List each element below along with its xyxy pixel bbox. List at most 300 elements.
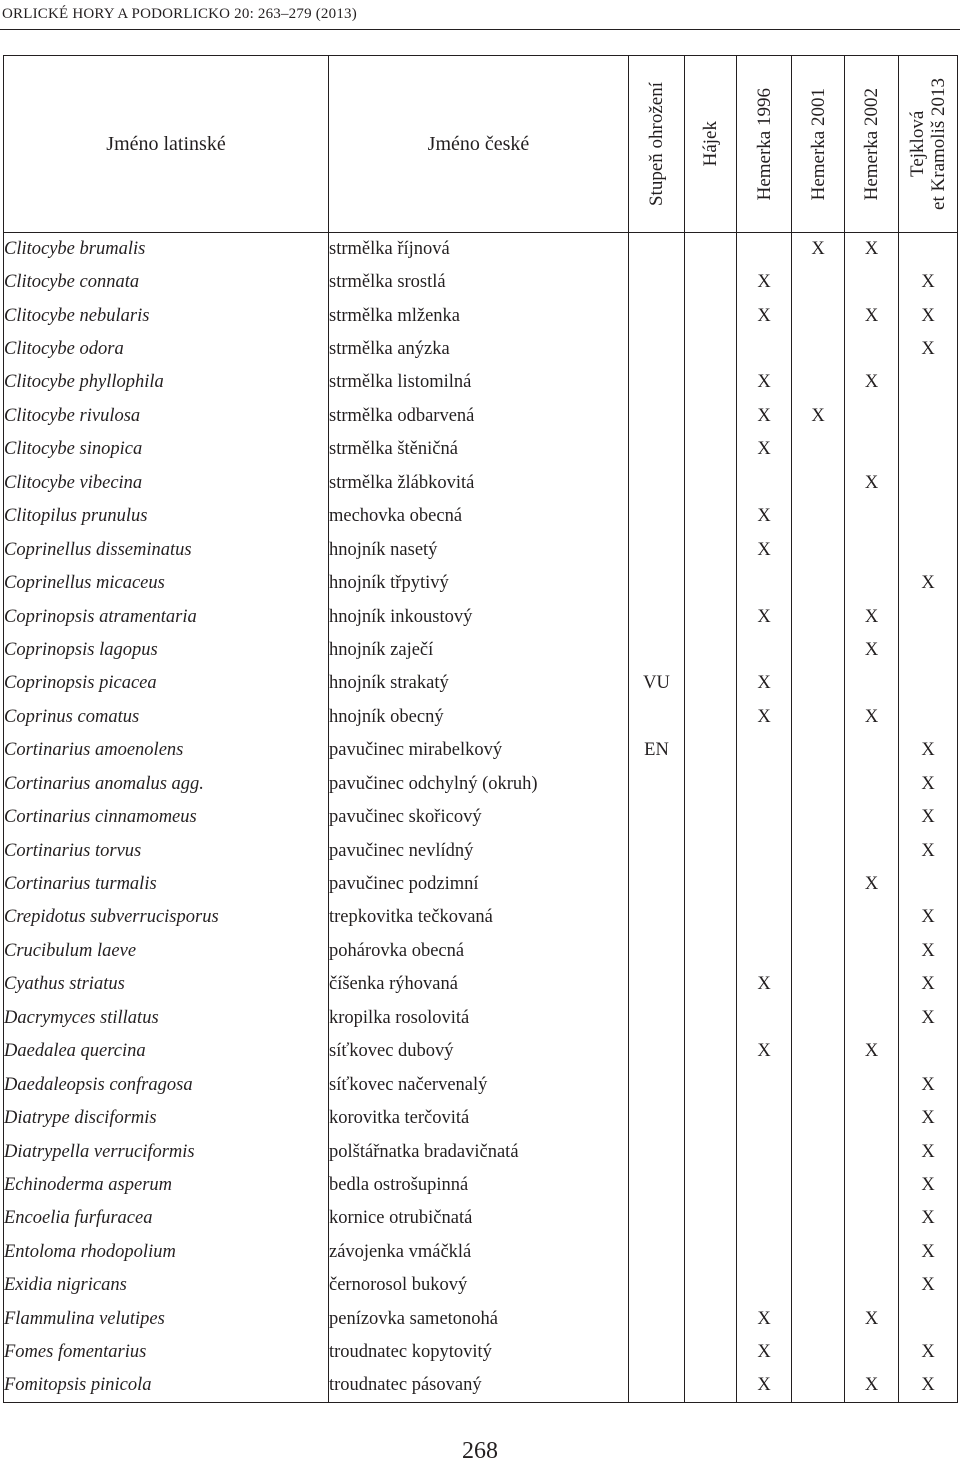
cell-hajek xyxy=(685,901,737,934)
cell-hemerka-2002 xyxy=(845,333,899,366)
cell-hemerka-2002 xyxy=(845,968,899,1001)
table-row xyxy=(4,901,958,934)
cell-hemerka-1996 xyxy=(737,1169,792,1202)
running-head-text: ORLICKÉ HORY A PODORLICKO 20: 263–279 (2013) xyxy=(2,6,357,22)
cell-hemerka-2002 xyxy=(845,500,899,533)
cell-hajek xyxy=(685,533,737,566)
cell-hemerka-1996 xyxy=(737,734,792,767)
table-row xyxy=(4,634,958,667)
cell-hemerka-1996 xyxy=(737,768,792,801)
cell-hajek xyxy=(685,667,737,700)
cell-czech-name: číšenka rýhovaná xyxy=(329,968,629,1001)
table-row xyxy=(4,834,958,867)
cell-hemerka-2001 xyxy=(792,968,845,1001)
cell-hemerka-2002 xyxy=(845,768,899,801)
cell-hemerka-2001 xyxy=(792,1303,845,1336)
cell-threat-level xyxy=(629,834,685,867)
cell-threat-level xyxy=(629,1269,685,1302)
cell-threat-level xyxy=(629,266,685,299)
cell-czech-name: síťkovec dubový xyxy=(329,1035,629,1068)
cell-hemerka-2002: X xyxy=(845,1369,899,1402)
cell-czech-name: černorosol bukový xyxy=(329,1269,629,1302)
cell-tejklova-kramolis-2013: X xyxy=(899,1002,958,1035)
cell-hemerka-2002 xyxy=(845,266,899,299)
header-latin-name: Jméno latinské xyxy=(4,56,329,233)
cell-czech-name: hnojník obecný xyxy=(329,701,629,734)
cell-hemerka-2001 xyxy=(792,667,845,700)
cell-hajek xyxy=(685,1002,737,1035)
cell-hajek xyxy=(685,1336,737,1369)
cell-latin-name: Cyathus striatus xyxy=(4,968,329,1001)
header-tejklova-line2: et Kramoliš 2013 xyxy=(928,78,949,210)
cell-hemerka-2001: X xyxy=(792,400,845,433)
cell-hemerka-1996: X xyxy=(737,266,792,299)
cell-hemerka-2001 xyxy=(792,333,845,366)
cell-hemerka-2002 xyxy=(845,667,899,700)
cell-hemerka-1996 xyxy=(737,1236,792,1269)
cell-hemerka-2002 xyxy=(845,935,899,968)
cell-tejklova-kramolis-2013: X xyxy=(899,1135,958,1168)
cell-hemerka-2001 xyxy=(792,533,845,566)
cell-hemerka-2001 xyxy=(792,1035,845,1068)
cell-latin-name: Clitocybe sinopica xyxy=(4,433,329,466)
cell-threat-level xyxy=(629,400,685,433)
table-row xyxy=(4,366,958,399)
cell-latin-name: Cortinarius cinnamomeus xyxy=(4,801,329,834)
cell-latin-name: Cortinarius anomalus agg. xyxy=(4,768,329,801)
cell-hemerka-1996 xyxy=(737,935,792,968)
cell-threat-level xyxy=(629,1002,685,1035)
cell-threat-level xyxy=(629,500,685,533)
cell-latin-name: Clitocybe connata xyxy=(4,266,329,299)
cell-hemerka-2002 xyxy=(845,400,899,433)
cell-hajek xyxy=(685,935,737,968)
cell-hajek xyxy=(685,1102,737,1135)
cell-hemerka-1996 xyxy=(737,834,792,867)
cell-hajek xyxy=(685,467,737,500)
cell-hemerka-1996: X xyxy=(737,500,792,533)
cell-latin-name: Cortinarius torvus xyxy=(4,834,329,867)
cell-tejklova-kramolis-2013 xyxy=(899,233,958,266)
cell-czech-name: pavučinec nevlídný xyxy=(329,834,629,867)
cell-hajek xyxy=(685,567,737,600)
table-row xyxy=(4,801,958,834)
cell-threat-level xyxy=(629,1236,685,1269)
cell-hemerka-2002: X xyxy=(845,299,899,332)
table-row xyxy=(4,1269,958,1302)
cell-hemerka-2002: X xyxy=(845,701,899,734)
cell-hemerka-2001 xyxy=(792,1236,845,1269)
cell-latin-name: Exidia nigricans xyxy=(4,1269,329,1302)
cell-hajek xyxy=(685,801,737,834)
cell-tejklova-kramolis-2013: X xyxy=(899,968,958,1001)
cell-tejklova-kramolis-2013: X xyxy=(899,1236,958,1269)
cell-hemerka-2002: X xyxy=(845,634,899,667)
cell-tejklova-kramolis-2013 xyxy=(899,868,958,901)
cell-threat-level xyxy=(629,1135,685,1168)
cell-tejklova-kramolis-2013 xyxy=(899,500,958,533)
cell-threat-level xyxy=(629,1068,685,1101)
cell-latin-name: Coprinellus micaceus xyxy=(4,567,329,600)
cell-hajek xyxy=(685,433,737,466)
table-row xyxy=(4,667,958,700)
cell-hajek xyxy=(685,1169,737,1202)
cell-tejklova-kramolis-2013: X xyxy=(899,299,958,332)
cell-hemerka-2001: X xyxy=(792,233,845,266)
cell-czech-name: trepkovitka tečkovaná xyxy=(329,901,629,934)
cell-hemerka-2001 xyxy=(792,734,845,767)
cell-hemerka-1996 xyxy=(737,1102,792,1135)
header-hemerka-2002-text: Hemerka 2002 xyxy=(861,87,882,201)
cell-threat-level xyxy=(629,366,685,399)
cell-tejklova-kramolis-2013 xyxy=(899,433,958,466)
table-row xyxy=(4,299,958,332)
cell-tejklova-kramolis-2013: X xyxy=(899,1269,958,1302)
cell-hajek xyxy=(685,734,737,767)
cell-hemerka-2001 xyxy=(792,1102,845,1135)
cell-hemerka-2002 xyxy=(845,734,899,767)
table-row xyxy=(4,266,958,299)
cell-threat-level xyxy=(629,1369,685,1402)
cell-latin-name: Clitopilus prunulus xyxy=(4,500,329,533)
table-row xyxy=(4,1336,958,1369)
cell-latin-name: Coprinopsis picacea xyxy=(4,667,329,700)
cell-hemerka-1996 xyxy=(737,1202,792,1235)
cell-latin-name: Clitocybe brumalis xyxy=(4,233,329,266)
cell-hajek xyxy=(685,1303,737,1336)
table-row xyxy=(4,1035,958,1068)
cell-czech-name: mechovka obecná xyxy=(329,500,629,533)
cell-czech-name: strmělka štěničná xyxy=(329,433,629,466)
cell-hajek xyxy=(685,299,737,332)
cell-latin-name: Fomes fomentarius xyxy=(4,1336,329,1369)
cell-czech-name: strmělka žlábkovitá xyxy=(329,467,629,500)
cell-hemerka-2001 xyxy=(792,600,845,633)
cell-latin-name: Crepidotus subverrucisporus xyxy=(4,901,329,934)
cell-hemerka-1996 xyxy=(737,901,792,934)
cell-tejklova-kramolis-2013 xyxy=(899,467,958,500)
cell-hemerka-2001 xyxy=(792,1336,845,1369)
cell-tejklova-kramolis-2013: X xyxy=(899,1169,958,1202)
cell-tejklova-kramolis-2013 xyxy=(899,366,958,399)
table-row xyxy=(4,500,958,533)
cell-threat-level xyxy=(629,701,685,734)
cell-hemerka-2002 xyxy=(845,834,899,867)
cell-hajek xyxy=(685,834,737,867)
cell-threat-level xyxy=(629,600,685,633)
cell-hemerka-2002: X xyxy=(845,600,899,633)
running-head xyxy=(0,0,960,30)
cell-threat-level xyxy=(629,1102,685,1135)
cell-hemerka-2002 xyxy=(845,1135,899,1168)
cell-czech-name: polštářnatka bradavičnatá xyxy=(329,1135,629,1168)
cell-hemerka-1996: X xyxy=(737,433,792,466)
cell-latin-name: Coprinopsis lagopus xyxy=(4,634,329,667)
cell-hemerka-2001 xyxy=(792,701,845,734)
cell-threat-level xyxy=(629,533,685,566)
cell-czech-name: troudnatec pásovaný xyxy=(329,1369,629,1402)
cell-hemerka-2001 xyxy=(792,868,845,901)
cell-threat-level xyxy=(629,1202,685,1235)
cell-latin-name: Coprinus comatus xyxy=(4,701,329,734)
cell-tejklova-kramolis-2013: X xyxy=(899,333,958,366)
cell-hajek xyxy=(685,600,737,633)
cell-tejklova-kramolis-2013: X xyxy=(899,1369,958,1402)
cell-hemerka-1996: X xyxy=(737,701,792,734)
cell-tejklova-kramolis-2013 xyxy=(899,1303,958,1336)
cell-czech-name: strmělka listomilná xyxy=(329,366,629,399)
cell-hemerka-1996: X xyxy=(737,1035,792,1068)
table-row xyxy=(4,600,958,633)
cell-tejklova-kramolis-2013 xyxy=(899,400,958,433)
cell-latin-name: Clitocybe vibecina xyxy=(4,467,329,500)
cell-czech-name: síťkovec načervenalý xyxy=(329,1068,629,1101)
cell-latin-name: Clitocybe phyllophila xyxy=(4,366,329,399)
cell-latin-name: Diatrype disciformis xyxy=(4,1102,329,1135)
cell-hemerka-2002: X xyxy=(845,233,899,266)
cell-hemerka-1996 xyxy=(737,233,792,266)
cell-hemerka-2002 xyxy=(845,1102,899,1135)
cell-hemerka-2001 xyxy=(792,1135,845,1168)
cell-tejklova-kramolis-2013: X xyxy=(899,901,958,934)
cell-hajek xyxy=(685,768,737,801)
cell-hemerka-1996 xyxy=(737,1068,792,1101)
cell-hemerka-1996 xyxy=(737,1135,792,1168)
cell-latin-name: Clitocybe rivulosa xyxy=(4,400,329,433)
cell-hajek xyxy=(685,366,737,399)
cell-hemerka-1996 xyxy=(737,567,792,600)
cell-hajek xyxy=(685,1369,737,1402)
cell-hemerka-1996 xyxy=(737,1269,792,1302)
cell-hemerka-2002: X xyxy=(845,868,899,901)
table-row xyxy=(4,533,958,566)
cell-latin-name: Coprinopsis atramentaria xyxy=(4,600,329,633)
table-row xyxy=(4,1303,958,1336)
cell-czech-name: hnojník zaječí xyxy=(329,634,629,667)
cell-tejklova-kramolis-2013: X xyxy=(899,801,958,834)
cell-threat-level xyxy=(629,1035,685,1068)
cell-hajek xyxy=(685,1202,737,1235)
cell-hemerka-2001 xyxy=(792,500,845,533)
cell-threat-level xyxy=(629,567,685,600)
cell-hemerka-1996: X xyxy=(737,299,792,332)
cell-hemerka-2002 xyxy=(845,533,899,566)
cell-tejklova-kramolis-2013 xyxy=(899,600,958,633)
cell-czech-name: pavučinec skořicový xyxy=(329,801,629,834)
cell-hemerka-1996 xyxy=(737,333,792,366)
cell-czech-name: závojenka vmáčklá xyxy=(329,1236,629,1269)
cell-hajek xyxy=(685,333,737,366)
table-row xyxy=(4,968,958,1001)
cell-tejklova-kramolis-2013: X xyxy=(899,266,958,299)
cell-threat-level xyxy=(629,634,685,667)
cell-hemerka-1996: X xyxy=(737,1369,792,1402)
cell-hemerka-2001 xyxy=(792,467,845,500)
cell-czech-name: pavučinec mirabelkový xyxy=(329,734,629,767)
table-row xyxy=(4,400,958,433)
cell-hajek xyxy=(685,400,737,433)
cell-threat-level xyxy=(629,233,685,266)
cell-hajek xyxy=(685,233,737,266)
cell-threat-level xyxy=(629,333,685,366)
cell-threat-level xyxy=(629,1169,685,1202)
cell-hajek xyxy=(685,1035,737,1068)
cell-latin-name: Clitocybe nebularis xyxy=(4,299,329,332)
cell-tejklova-kramolis-2013: X xyxy=(899,1202,958,1235)
cell-hemerka-2001 xyxy=(792,834,845,867)
header-threat-level xyxy=(629,56,685,233)
header-hemerka-1996 xyxy=(737,56,792,233)
cell-tejklova-kramolis-2013: X xyxy=(899,567,958,600)
cell-tejklova-kramolis-2013 xyxy=(899,667,958,700)
cell-hemerka-2002 xyxy=(845,1269,899,1302)
cell-latin-name: Dacrymyces stillatus xyxy=(4,1002,329,1035)
cell-hemerka-1996: X xyxy=(737,1303,792,1336)
cell-czech-name: strmělka anýzka xyxy=(329,333,629,366)
cell-hemerka-2002: X xyxy=(845,467,899,500)
cell-czech-name: kornice otrubičnatá xyxy=(329,1202,629,1235)
cell-czech-name: pohárovka obecná xyxy=(329,935,629,968)
table-row xyxy=(4,1068,958,1101)
cell-tejklova-kramolis-2013: X xyxy=(899,768,958,801)
cell-hemerka-2002 xyxy=(845,1202,899,1235)
header-tejklova-kramolis-2013-text xyxy=(907,78,949,210)
cell-hemerka-2002 xyxy=(845,433,899,466)
cell-hajek xyxy=(685,266,737,299)
cell-hemerka-1996: X xyxy=(737,366,792,399)
table-row xyxy=(4,233,958,266)
cell-hemerka-1996 xyxy=(737,467,792,500)
cell-threat-level xyxy=(629,801,685,834)
cell-threat-level xyxy=(629,467,685,500)
cell-tejklova-kramolis-2013: X xyxy=(899,1068,958,1101)
cell-tejklova-kramolis-2013: X xyxy=(899,834,958,867)
cell-threat-level xyxy=(629,1303,685,1336)
cell-hemerka-2001 xyxy=(792,266,845,299)
cell-threat-level: VU xyxy=(629,667,685,700)
cell-hemerka-2002: X xyxy=(845,1035,899,1068)
cell-latin-name: Cortinarius turmalis xyxy=(4,868,329,901)
header-hemerka-2001-text: Hemerka 2001 xyxy=(807,87,829,201)
cell-threat-level xyxy=(629,433,685,466)
table-row xyxy=(4,1102,958,1135)
cell-tejklova-kramolis-2013: X xyxy=(899,1102,958,1135)
cell-tejklova-kramolis-2013 xyxy=(899,701,958,734)
cell-hemerka-1996: X xyxy=(737,400,792,433)
table-row xyxy=(4,1135,958,1168)
cell-hajek xyxy=(685,500,737,533)
cell-czech-name: strmělka odbarvená xyxy=(329,400,629,433)
cell-hemerka-1996: X xyxy=(737,600,792,633)
table-header-row xyxy=(4,56,958,233)
cell-hemerka-2001 xyxy=(792,567,845,600)
header-hemerka-2002 xyxy=(845,56,899,233)
cell-hemerka-1996: X xyxy=(737,1336,792,1369)
cell-tejklova-kramolis-2013: X xyxy=(899,935,958,968)
cell-czech-name: korovitka terčovitá xyxy=(329,1102,629,1135)
cell-latin-name: Entoloma rhodopolium xyxy=(4,1236,329,1269)
cell-hemerka-2002: X xyxy=(845,366,899,399)
cell-threat-level xyxy=(629,901,685,934)
table-row xyxy=(4,467,958,500)
table-row xyxy=(4,701,958,734)
cell-hemerka-2001 xyxy=(792,1269,845,1302)
cell-tejklova-kramolis-2013 xyxy=(899,634,958,667)
cell-latin-name: Diatrypella verruciformis xyxy=(4,1135,329,1168)
cell-czech-name: strmělka mlženka xyxy=(329,299,629,332)
cell-latin-name: Coprinellus disseminatus xyxy=(4,533,329,566)
page-number: 268 xyxy=(462,1438,498,1464)
cell-hemerka-2002 xyxy=(845,1002,899,1035)
table-row xyxy=(4,1236,958,1269)
header-tejklova-line1: Tejklová xyxy=(907,110,928,178)
cell-hemerka-2002 xyxy=(845,1236,899,1269)
cell-czech-name: kropilka rosolovitá xyxy=(329,1002,629,1035)
cell-hajek xyxy=(685,634,737,667)
cell-hemerka-2001 xyxy=(792,366,845,399)
cell-hemerka-2001 xyxy=(792,1002,845,1035)
cell-hemerka-2002 xyxy=(845,1336,899,1369)
cell-latin-name: Clitocybe odora xyxy=(4,333,329,366)
table-row xyxy=(4,734,958,767)
cell-hemerka-2001 xyxy=(792,768,845,801)
cell-czech-name: hnojník inkoustový xyxy=(329,600,629,633)
table-row xyxy=(4,868,958,901)
cell-czech-name: bedla ostrošupinná xyxy=(329,1169,629,1202)
table-row xyxy=(4,333,958,366)
header-hemerka-2001 xyxy=(792,56,845,233)
species-table-body xyxy=(4,233,958,1403)
cell-hemerka-2001 xyxy=(792,935,845,968)
table-row xyxy=(4,1369,958,1402)
table-row xyxy=(4,1002,958,1035)
cell-threat-level xyxy=(629,935,685,968)
cell-hemerka-2001 xyxy=(792,1369,845,1402)
cell-hemerka-2001 xyxy=(792,1068,845,1101)
cell-threat-level: EN xyxy=(629,734,685,767)
table-row xyxy=(4,1169,958,1202)
cell-czech-name: hnojník strakatý xyxy=(329,667,629,700)
cell-latin-name: Flammulina velutipes xyxy=(4,1303,329,1336)
cell-threat-level xyxy=(629,868,685,901)
cell-hemerka-1996 xyxy=(737,634,792,667)
cell-hemerka-2002 xyxy=(845,801,899,834)
cell-czech-name: penízovka sametonohá xyxy=(329,1303,629,1336)
cell-tejklova-kramolis-2013: X xyxy=(899,734,958,767)
cell-hajek xyxy=(685,1068,737,1101)
cell-czech-name: pavučinec odchylný (okruh) xyxy=(329,768,629,801)
cell-hemerka-1996 xyxy=(737,868,792,901)
cell-tejklova-kramolis-2013 xyxy=(899,533,958,566)
header-tejklova-kramolis-2013 xyxy=(899,56,958,233)
cell-hemerka-2002 xyxy=(845,901,899,934)
header-czech-name: Jméno české xyxy=(329,56,629,233)
cell-threat-level xyxy=(629,968,685,1001)
cell-latin-name: Cortinarius amoenolens xyxy=(4,734,329,767)
cell-threat-level xyxy=(629,768,685,801)
cell-tejklova-kramolis-2013 xyxy=(899,1035,958,1068)
cell-hajek xyxy=(685,701,737,734)
table-row xyxy=(4,433,958,466)
cell-latin-name: Crucibulum laeve xyxy=(4,935,329,968)
table-row xyxy=(4,567,958,600)
cell-hemerka-2001 xyxy=(792,433,845,466)
cell-hemerka-1996: X xyxy=(737,667,792,700)
cell-hajek xyxy=(685,868,737,901)
cell-tejklova-kramolis-2013: X xyxy=(899,1336,958,1369)
cell-hemerka-2001 xyxy=(792,634,845,667)
table-row xyxy=(4,768,958,801)
